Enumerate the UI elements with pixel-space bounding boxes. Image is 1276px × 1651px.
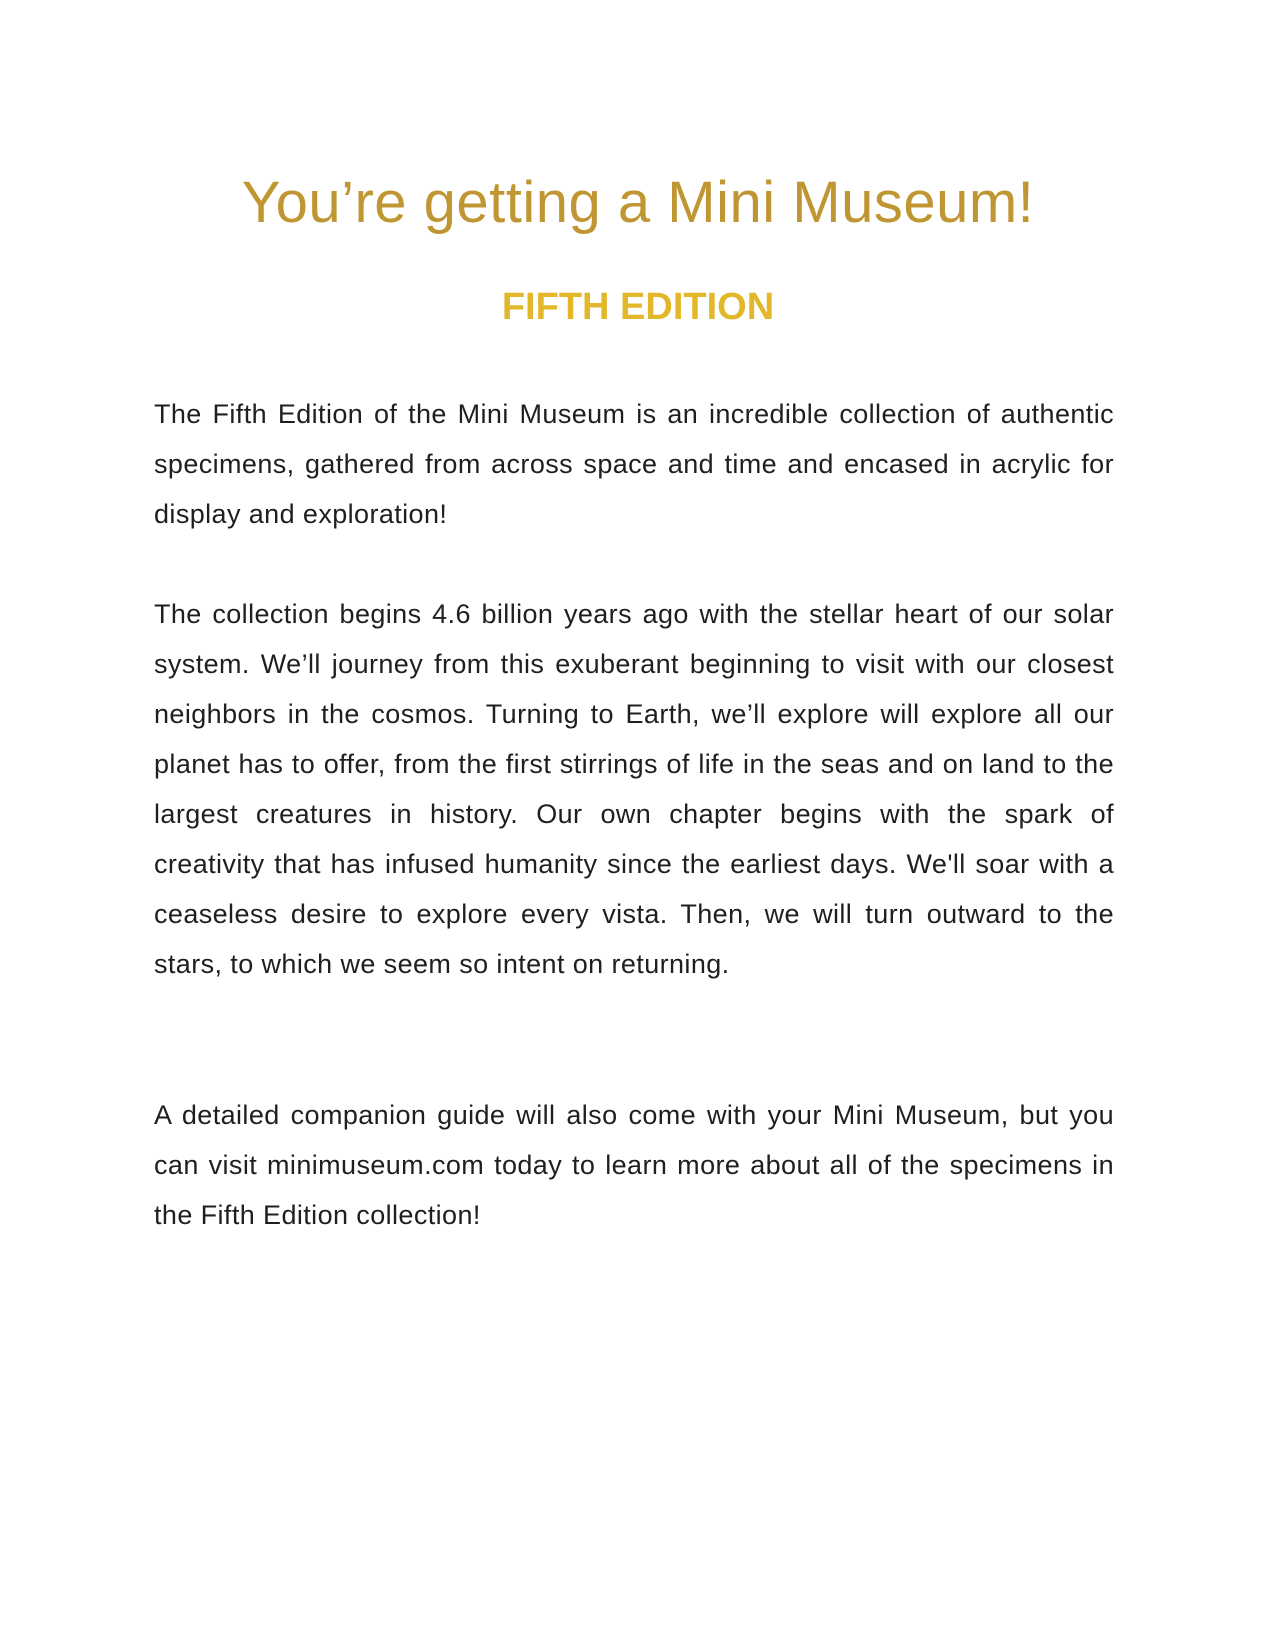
intro-paragraph: The Fifth Edition of the Mini Museum is an incredible collection of authentic specimens, gathered from across space and time and encased in acrylic for display and exploration! (154, 399, 1114, 529)
page-title: You’re getting a Mini Museum! (241, 170, 1035, 235)
companion-guide-paragraph: A detailed companion guide will also come with your Mini Museum, but you can visit minimuseum.com today to learn more about all of the specimens in the Fifth Edition collection! (154, 1100, 1114, 1230)
edition-subtitle: FIFTH EDITION (501, 286, 775, 328)
collection-paragraph: The collection begins 4.6 billion years ago with the stellar heart of our solar system. We’ll journey from this exuberant beginning to visit with our closest neighbors in the cosmos. Turning to Earth, we’ll explore will explore all our planet has to offer, from the first stirrings of life in the seas and on land to the largest creatures in history. Our own chapter begins with the spark of creativity that has infused humanity since the earliest days. We'll soar with a ceaseless desire to explore every vista. Then, we will turn outward to the stars, to which we seem so intent on returning. (154, 599, 1114, 979)
